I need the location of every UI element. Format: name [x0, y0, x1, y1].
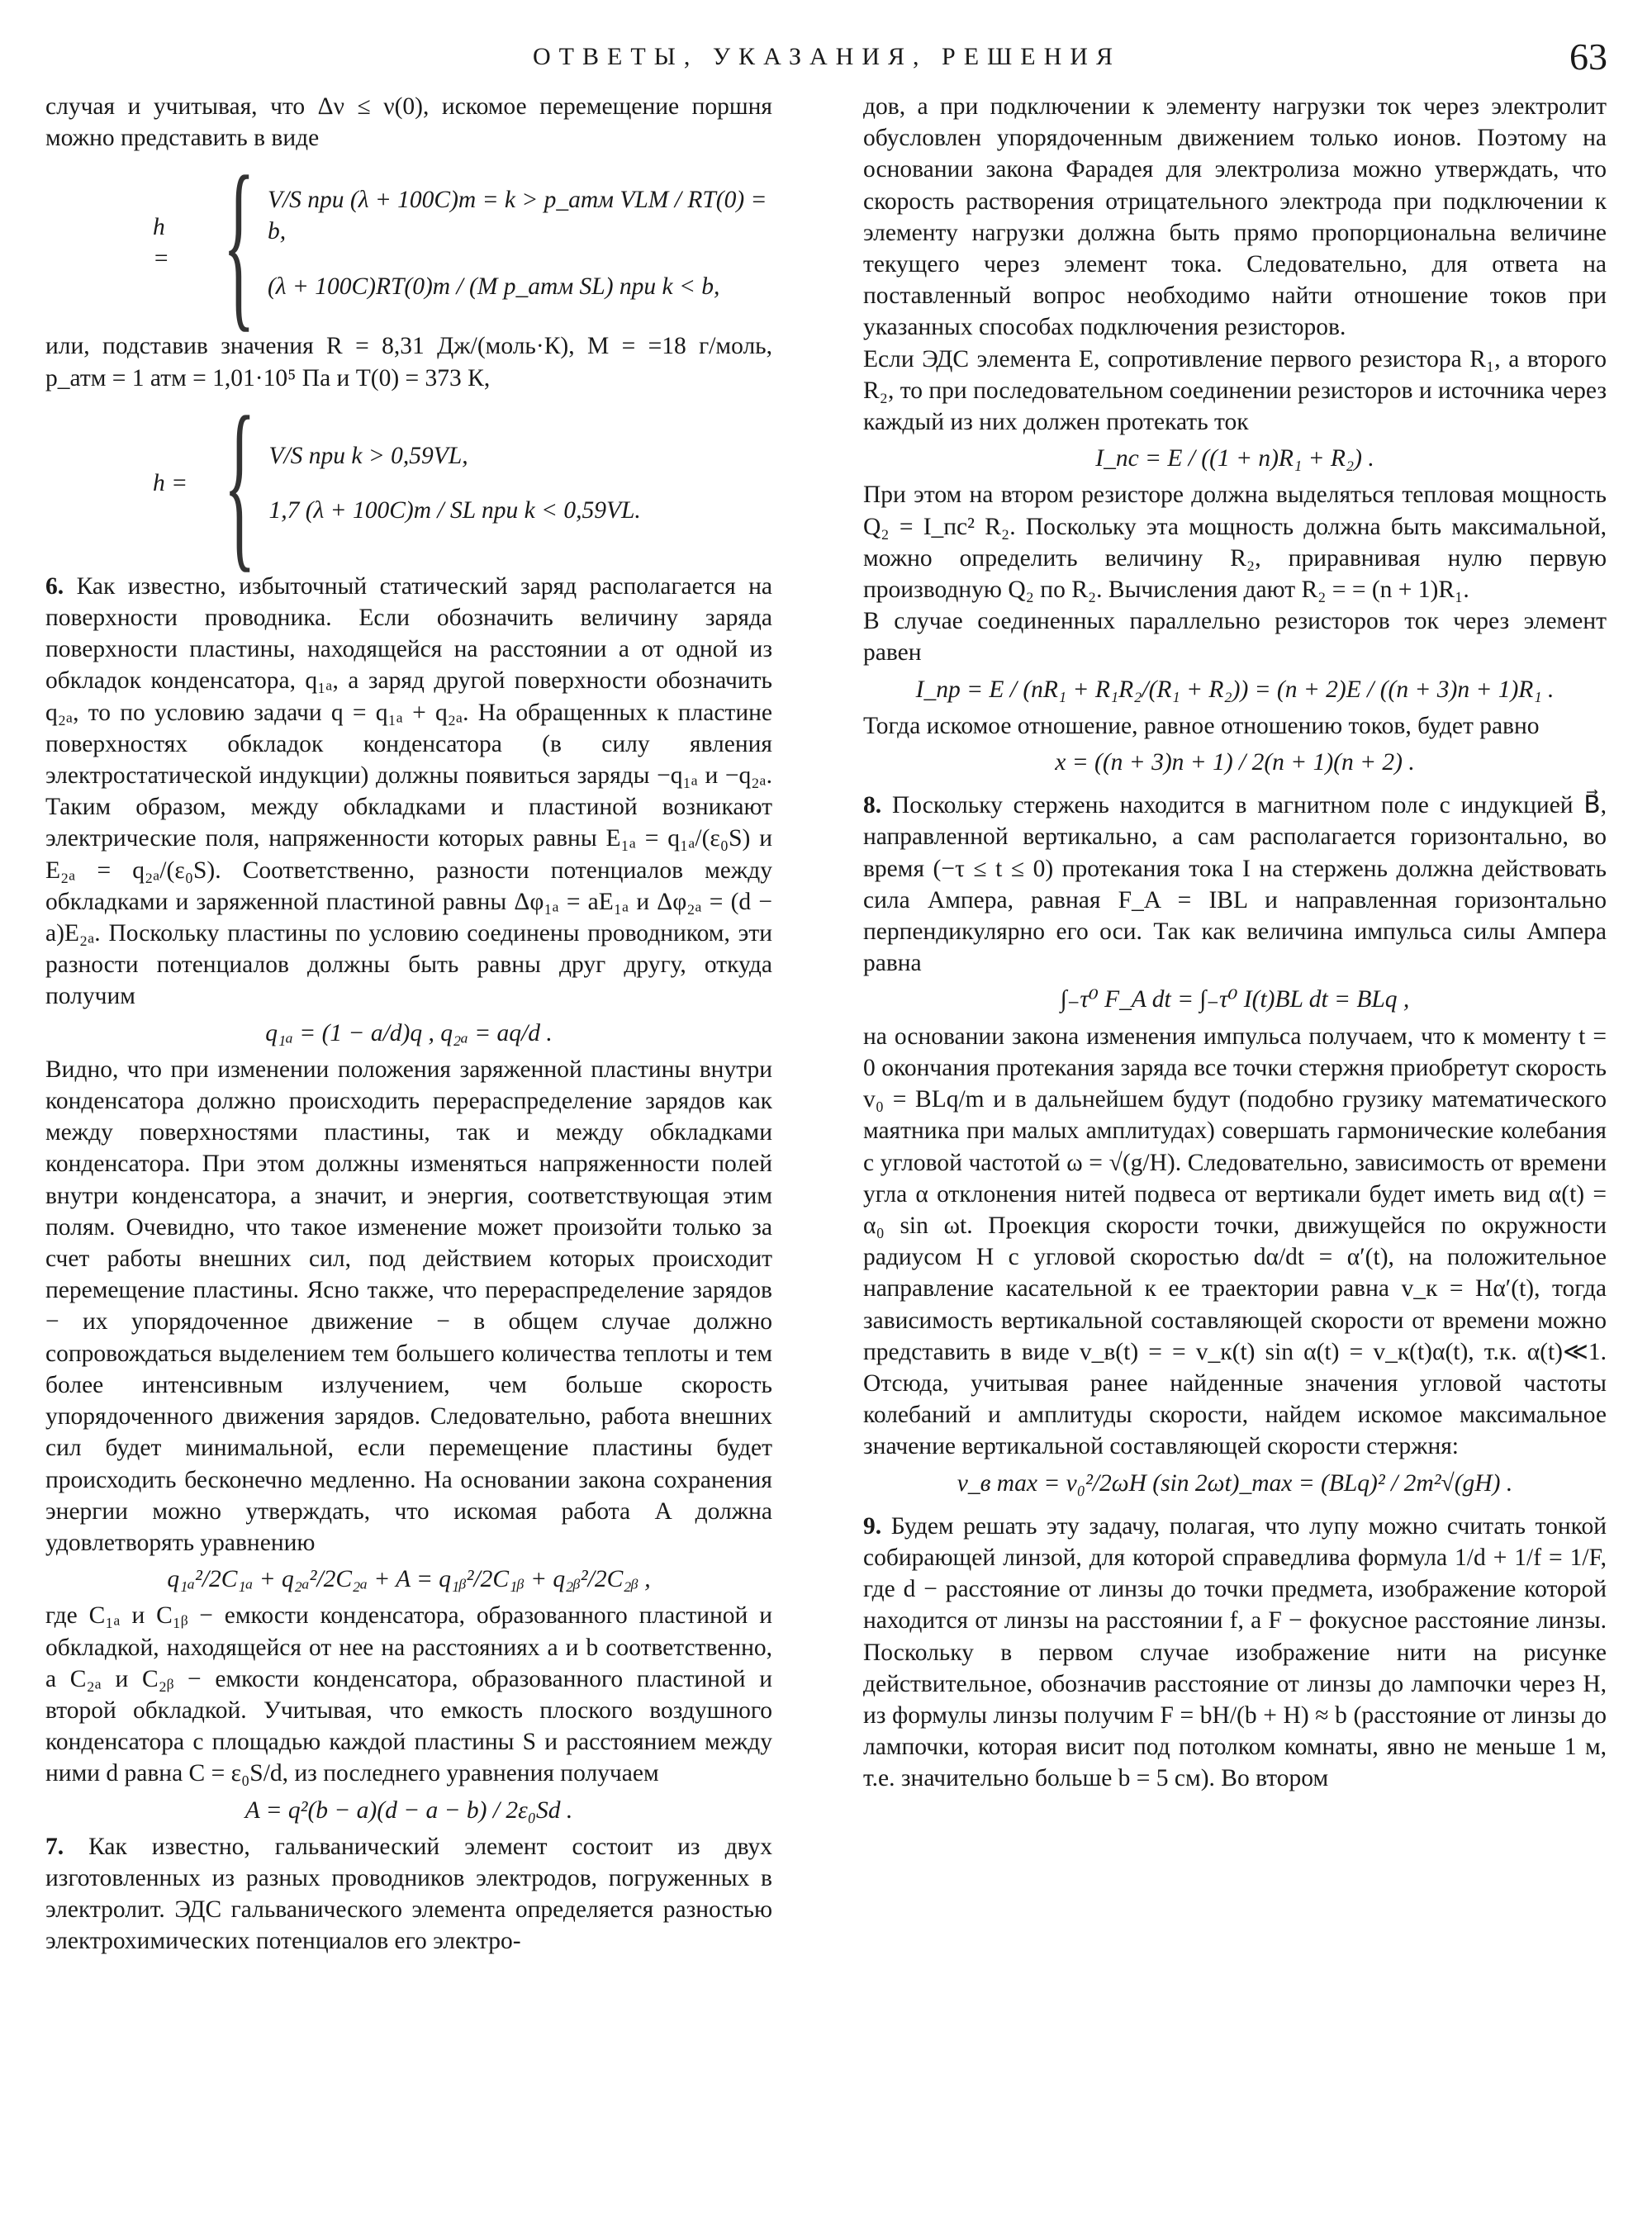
solution-9-paragraph	[863, 1511, 1607, 1795]
equation: q₁ₐ²/2C₁ₐ + q₂ₐ²/2C₂ₐ + A = q₁ᵦ²/2C₁ᵦ + q₂ᵦ²/2C₂ᵦ ,	[167, 1566, 651, 1593]
page-number: 63	[1569, 36, 1607, 78]
paragraph: В случае соединенных параллельно резисторов ток через элемент равен	[863, 608, 1607, 667]
paragraph: где C₁ₐ и C₁ᵦ − емкости конденсатора, образованного пластиной и обкладкой, находящейся от нее на расстояниях a и b соответственно, а C₂ₐ и C₂ᵦ − емкости конденсатора, образованного пластиной и второй обкладкой. Учитывая, что емкость плоского воздушного конденсатора с площадью каждой пластины S и расстоянием между ними d равна C = ε₀S/d, из последнего уравнения получаем	[45, 1602, 772, 1787]
system-case: (λ + 100C)RT(0)m / (M p_атм SL) при k < b,	[267, 273, 720, 300]
paragraph-text: Как известно, избыточный статический заряд располагается на поверхности проводника. Если обозначить величину заряда поверхности пластины, находящейся на расстоянии a от одной из обкладок конденсатора, q₁ₐ, а заряд другой поверхности обозначить q₂ₐ, то по условию задачи q = q₁ₐ + q₂ₐ. На обращенных к пластине поверхностях обкладок конденсатора (в силу явления электростатической индукции) должны появиться заряды −q₁ₐ и −q₂ₐ. Таким образом, между обкладками и пластиной возникают электрические поля, напряженности которых равны E₁ₐ = q₁ₐ/(ε₀S) и E₂ₐ = q₂ₐ/(ε₀S). Соответственно, разности потенциалов между обкладками и заряженной пластиной равны Δφ₁ₐ = aE₁ₐ и Δφ₂ₐ = (d − a)E₂ₐ. Поскольку пластины по условию соединены проводником, эти разности потенциалов должны быть равны друг другу, откуда получим	[45, 572, 772, 1010]
system-case: 1,7 (λ + 100C)m / SL при k < 0,59VL.	[268, 496, 641, 524]
system-lhs: h =	[153, 469, 188, 496]
task-number: 8.	[863, 792, 882, 819]
brace-symbol: {	[222, 137, 255, 349]
paragraph: При этом на втором резисторе должна выделяться тепловая мощность Q₂ = I_пс² R₂. Поскольку эта мощность должна быть максимальной, можно определить величину R₂, приравнивая нулю первую производную Q₂ по R₂. Вычисления дают R₂ = = (n + 1)R₁.	[863, 482, 1607, 604]
intro-paragraph: случая и учитывая, что Δν ≤ ν(0), искомое перемещение поршня можно представить в виде	[45, 93, 772, 152]
paragraph: дов, а при подключении к элементу нагрузки ток через электролит обусловлен упорядоченным движением только ионов. Поэтому на основании закона Фарадея для электролиза можно утверждать, что скорость растворения отрицательного электрода при подключении к элементу нагрузки должна быть прямо пропорциональна величине текущего через элемент тока. Следовательно, для ответа на поставленный вопрос необходимо найти отношение токов при указанных способах подключения резисторов.	[863, 93, 1607, 341]
equation: v_в max = v₀²/2ωH (sin 2ωt)_max = (BLq)² / 2m²√(gH) .	[957, 1469, 1513, 1497]
right-column	[863, 91, 1607, 1795]
paragraph: Тогда искомое отношение, равное отношению токов, будет равно	[863, 712, 1540, 739]
brace-symbol: {	[223, 377, 256, 588]
solution-6-paragraph	[45, 571, 772, 1013]
paragraph: на основании закона изменения импульса получаем, что к моменту t = 0 окончания протекания заряда все точки стержня приобретут скорость v₀ = BLq/m и в дальнейшем будут (подобно грузику математического маятника при малых амплитудах) совершать гармонические колебания с угловой частотой ω = √(g/H). Следовательно, зависимость от времени угла α отклонения нитей подвеса от вертикали будет иметь вид α(t) = α₀ sin ωt. Проекция скорости точки, движущейся по окружности радиусом H с угловой скоростью dα/dt = α′(t), на положительное направление касательной к ее траектории равна v_к = Hα′(t), тогда зависимость вертикальной составляющей скорости от времени можно представить в виде v_в(t) = = v_к(t) sin α(t) = v_к(t)α(t), т.к. α(t)≪1. Отсюда, учитывая ранее найденные значения угловой частоты колебаний и амплитуды скорости, найдем искомое максимальное значение вертикальной составляющей скорости стержня:	[863, 1023, 1607, 1460]
left-column	[45, 91, 772, 1957]
equation: A = q²(b − a)(d − a − b) / 2ε₀Sd .	[244, 1796, 573, 1824]
solution-7-paragraph	[45, 1831, 772, 1957]
equation-system-1	[153, 137, 772, 349]
system-lhs: h =	[153, 214, 169, 273]
task-number: 6.	[45, 572, 64, 600]
paragraph: Если ЭДС элемента E, сопротивление первого резистора R₁, а второго R₂, то при последовательном соединении резисторов и источника через каждый из них должен протекать ток	[863, 345, 1607, 436]
paragraph-text: Как известно, гальванический элемент состоит из двух изготовленных из разных проводников электродов, погруженных в электролит. ЭДС гальванического элемента определяется разностью электрохимических потенциалов его электро-	[45, 1833, 772, 1955]
equation-system-2	[153, 377, 772, 588]
task-number: 7.	[45, 1833, 64, 1860]
paragraph-text: Будем решать эту задачу, полагая, что лупу можно считать тонкой собирающей линзой, для которой справедлива формула 1/d + 1/f = 1/F, где d − расстояние от линзы до точки предмета, изображение которой находится от линзы на расстоянии f, а F − фокусное расстояние линзы. Поскольку в первом случае изображение нити на рисунке действительное, обозначив расстояние от линзы до лампочки через H, из формулы линзы получим F = bH/(b + H) ≈ b (расстояние от линзы до лампочки, которая висит под потолком комнаты, явно не меньше 1 м, т.е. значительно больше b = 5 см). Во втором	[863, 1512, 1607, 1792]
task-number: 9.	[863, 1512, 882, 1540]
equation: I_пр = E / (nR₁ + R₁R₂/(R₁ + R₂)) = (n + 2)E / ((n + 3)n + 1)R₁ .	[915, 676, 1555, 703]
system-case: V/S при (λ + 100C)m = k > p_атм VLM / RT(0) = b,	[267, 187, 767, 245]
solution-8-paragraph	[863, 790, 1607, 979]
equation: ∫₋τ⁰ F_A dt = ∫₋τ⁰ I(t)BL dt = BLq ,	[1060, 986, 1410, 1013]
substitution-paragraph: или, подставив значения R = 8,31 Дж/(моль·К), М = =18 г/моль, p_атм = 1 атм = 1,01·10⁵ Па и T(0) = 373 К,	[45, 333, 772, 391]
equation: x = ((n + 3)n + 1) / 2(n + 1)(n + 2) .	[1055, 749, 1415, 776]
paragraph: Видно, что при изменении положения заряженной пластины внутри конденсатора должно происходить перераспределение зарядов как между поверхностями пластины, так и между обкладками конденсатора. При этом должны изменяться напряженности полей внутри конденсатора, а значит, и энергия, соответствующая этим полям. Очевидно, что такое изменение может произойти только за счет работы внешних сил, под действием которых происходит перемещение пластины. Ясно также, что перераспределение зарядов − их упорядоченное движение − в общем случае должно сопровождаться выделением тем большего количества теплоты и тем более интенсивным излучением, чем больше скорость упорядоченного движения зарядов. Следовательно, работа внешних сил будет минимальной, если перемещение пластины будет происходить бесконечно медленно. На основании закона сохранения энергии можно утверждать, что искомая работа A должна удовлетворять уравнению	[45, 1056, 772, 1556]
system-case: V/S при k > 0,59VL,	[268, 442, 468, 469]
page-header	[0, 36, 1652, 91]
running-head: ОТВЕТЫ, УКАЗАНИЯ, РЕШЕНИЯ	[533, 43, 1121, 70]
equation: I_пс = E / ((1 + n)R₁ + R₂) .	[1095, 445, 1374, 472]
paragraph-text: Поскольку стержень находится в магнитном поле с индукцией B⃗, направленной вертикально, а сам располагается горизонтально, во время (−τ ≤ t ≤ 0) протекания тока I на стержень должна действовать сила Ампера, равная F_A = IBL и направленная горизонтально перпендикулярно его оси. Так как величина импульса силы Ампера равна	[863, 792, 1607, 977]
equation: q₁ₐ = (1 − a/d)q , q₂ₐ = aq/d .	[265, 1019, 553, 1046]
